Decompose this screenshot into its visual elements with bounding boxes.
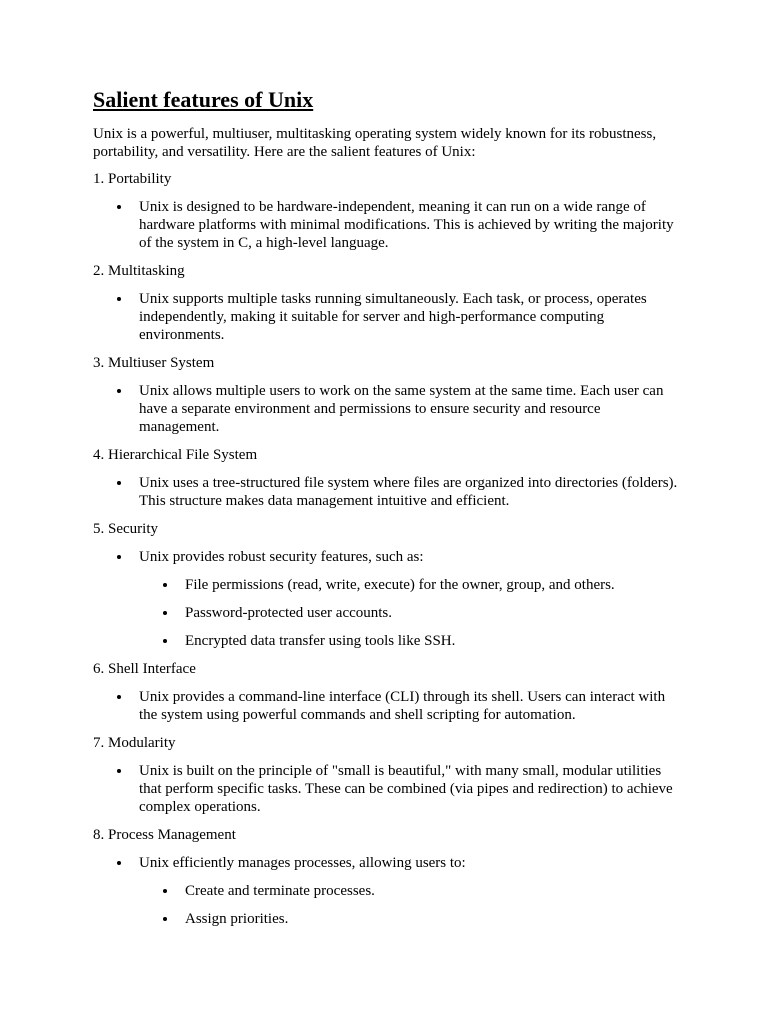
- sub-list-item: File permissions (read, write, execute) for the owner, group, and others.: [185, 576, 678, 594]
- bullet-list: [93, 854, 678, 928]
- section-heading: 8. Process Management: [93, 827, 236, 843]
- section-heading: 3. Multiuser System: [93, 355, 215, 371]
- section-heading: 2. Multitasking: [93, 263, 185, 279]
- list-item: [139, 688, 678, 724]
- bullet-list: [93, 474, 678, 510]
- bullet-list: [93, 548, 678, 650]
- list-item-text: Unix allows multiple users to work on the same system at the same time. Each user can have a separate environment and permissions to ensure security and resource management.: [139, 383, 664, 435]
- section-heading: 5. Security: [93, 521, 158, 537]
- list-item-text: Unix is designed to be hardware-independent, meaning it can run on a wide range of hardware platforms with minimal modifications. This is achieved by writing the majority of the system in C, a high-level language.: [139, 199, 674, 251]
- section-heading: 6. Shell Interface: [93, 661, 196, 677]
- page-title: Salient features of Unix: [93, 87, 314, 112]
- bullet-list: [93, 688, 678, 724]
- intro-paragraph: Unix is a powerful, multiuser, multitasking operating system widely known for its robustness, portability, and versatility. Here are the salient features of Unix:: [93, 126, 657, 160]
- list-item-text: Unix uses a tree-structured file system where files are organized into directories (folders). This structure makes data management intuitive and efficient.: [139, 475, 678, 509]
- list-item: [139, 382, 678, 436]
- list-item: [139, 198, 678, 252]
- sub-list-item: Password-protected user accounts.: [185, 604, 678, 622]
- list-item: [139, 290, 678, 344]
- bullet-list: [93, 198, 678, 252]
- section-heading: 1. Portability: [93, 171, 172, 187]
- list-item: [139, 548, 678, 650]
- list-item-text: Unix is built on the principle of "small is beautiful," with many small, modular utilities that perform specific tasks. These can be combined (via pipes and redirection) to achieve complex operations.: [139, 763, 673, 815]
- sub-list-item: Assign priorities.: [185, 910, 678, 928]
- section-heading: 4. Hierarchical File System: [93, 447, 258, 463]
- bullet-list: [93, 382, 678, 436]
- section-heading: 7. Modularity: [93, 735, 176, 751]
- sub-list-item: Encrypted data transfer using tools like SSH.: [185, 632, 678, 650]
- feature-sections: [93, 170, 678, 928]
- list-item: [139, 762, 678, 816]
- bullet-list: [93, 290, 678, 344]
- sub-bullet-list: [139, 882, 678, 928]
- sub-list-item: Create and terminate processes.: [185, 882, 678, 900]
- list-item-text: Unix efficiently manages processes, allowing users to:: [139, 855, 466, 871]
- list-item-text: Unix provides robust security features, such as:: [139, 549, 424, 565]
- list-item: [139, 854, 678, 928]
- bullet-list: [93, 762, 678, 816]
- list-item: [139, 474, 678, 510]
- sub-bullet-list: [139, 576, 678, 650]
- list-item-text: Unix provides a command-line interface (CLI) through its shell. Users can interact with the system using powerful commands and shell scripting for automation.: [139, 689, 666, 723]
- list-item-text: Unix supports multiple tasks running simultaneously. Each task, or process, operates independently, making it suitable for server and high-performance computing environments.: [139, 291, 647, 343]
